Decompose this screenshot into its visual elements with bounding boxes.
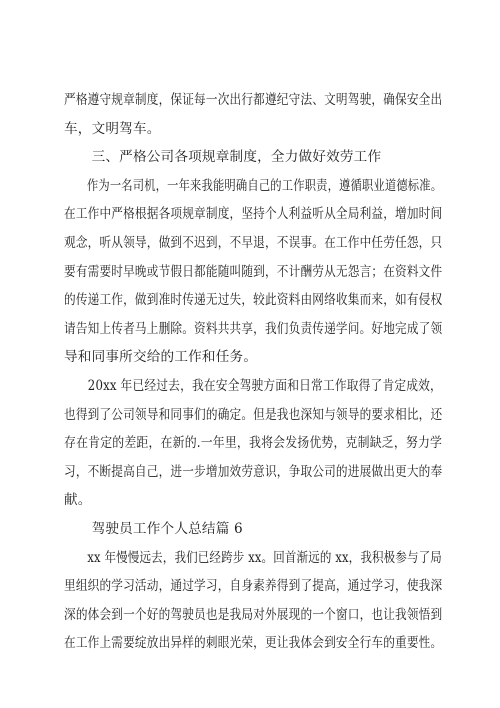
text-line: 请告知上传者马上删除。资料共共享，我们负责传递学问。好地完成了领	[64, 320, 443, 337]
paragraph-continuation	[64, 86, 442, 143]
paragraph-duties	[64, 172, 442, 372]
text-line: 献。	[64, 492, 92, 509]
text-line: 的传递工作，做到准时传递无过失，较此资料由网络收集而来，如有侵权	[64, 292, 443, 309]
text-line: 存在肯定的差距，在新的.一年里，我将会发扬优势，克制缺乏，努力学	[64, 435, 443, 452]
text-line: 观念，听从领导，做到不迟到，不早退，不误事。在工作中任劳任怨，只	[64, 234, 443, 251]
text-line: 要有需要时早晚或节假日都能随叫随到，不计酬劳从无怨言；在资料文件	[64, 263, 443, 280]
text-line: xx 年慢慢远去，我们已经跨步 xx。回首渐远的 xx，我积极参与了局	[64, 549, 442, 566]
paragraph-reflection	[64, 544, 442, 658]
text-line: 三、严格公司各项规章制度，全力做好效劳工作	[64, 149, 382, 166]
text-line: 驾驶员工作个人总结篇 6	[64, 520, 243, 537]
text-line: 导和同事所交给的工作和任务。	[64, 349, 258, 366]
text-line: 严格遵守规章制度，保证每一次出行都遵纪守法、文明驾驶，确保安全出	[64, 92, 443, 108]
text-line: 20xx 年已经过去，我在安全驾驶方面和日常工作取得了肯定成效，	[64, 377, 442, 394]
section-heading	[64, 143, 442, 172]
text-line: 也得到了公司领导和同事们的确定。但是我也深知与领导的要求相比，还	[64, 406, 443, 423]
article-heading	[64, 515, 442, 544]
text-line: 在工作上需要绽放出异样的刺眼光荣，更让我体会到安全行车的重要性。	[64, 635, 443, 652]
text-line: 深的体会到一个好的驾驶员也是我局对外展现的一个窗口，也让我领悟到	[64, 606, 443, 623]
text-line: 里组织的学习活动，通过学习，自身素养得到了提高，通过学习，使我深	[64, 578, 443, 595]
text-line: 作为一名司机，一年来我能明确自己的工作职责，遵循职业道德标准。	[64, 177, 443, 194]
text-line: 车，文明驾车。	[64, 120, 161, 137]
paragraph-summary	[64, 372, 442, 515]
text-line: 习，不断提高自己，进一步增加效劳意识，争取公司的进展做出更大的奉	[64, 463, 443, 480]
document-body	[64, 86, 442, 658]
text-line: 在工作中严格根据各项规章制度，坚持个人利益听从全局利益，增加时间	[64, 206, 443, 223]
